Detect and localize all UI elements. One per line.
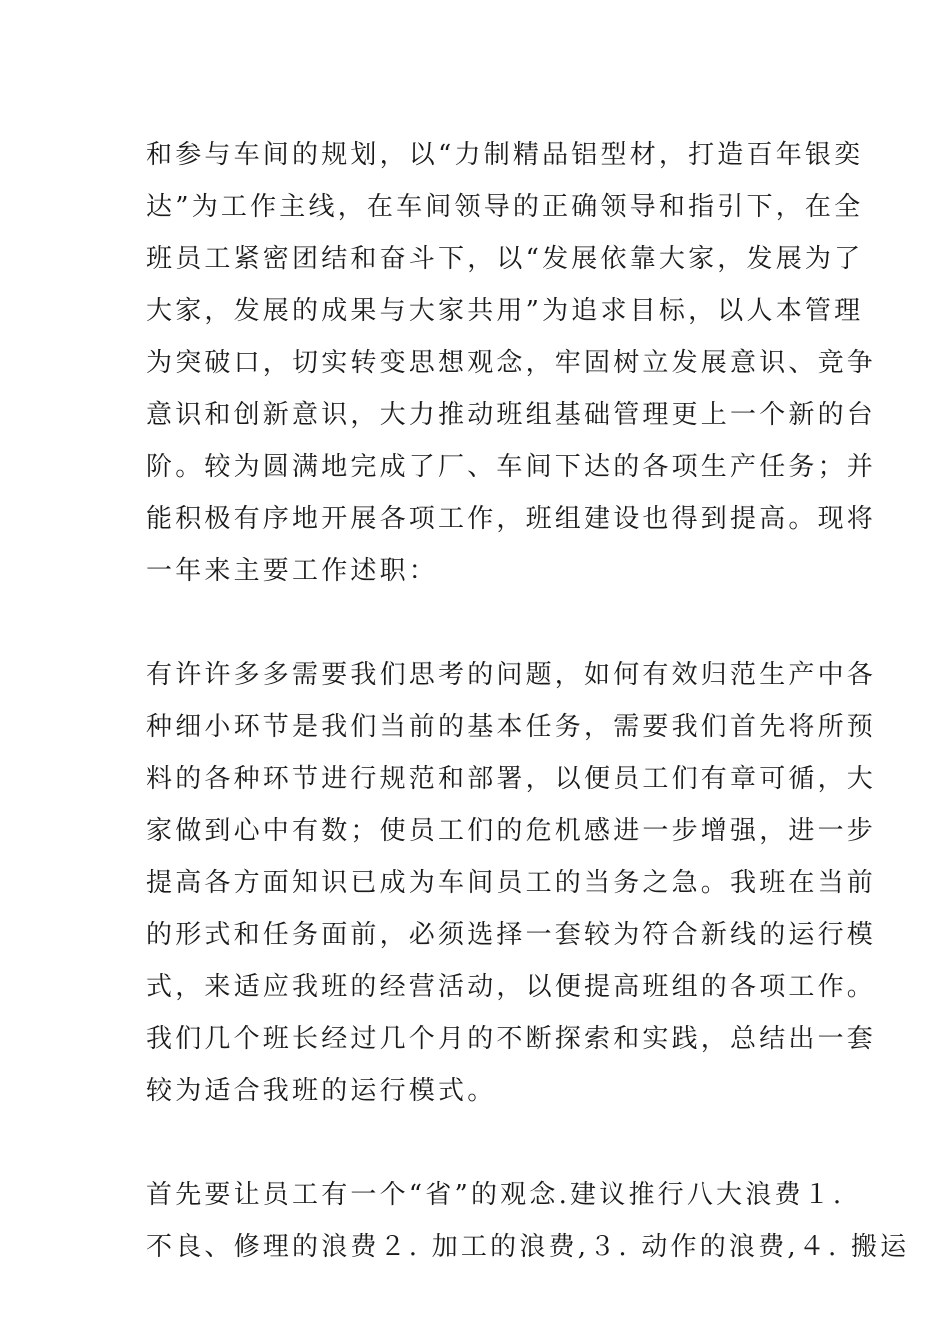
paragraph-3 — [146, 1169, 910, 1273]
text-line: 不良、修理的浪费２. 加工的浪费,３. 动作的浪费,４. 搬运 — [146, 1232, 910, 1262]
text-line: 班员工紧密团结和奋斗下，以“发展依靠大家，发展为了 — [146, 244, 864, 274]
document-body — [146, 129, 910, 1273]
text-line: 种细小环节是我们当前的基本任务，需要我们首先将所预 — [146, 712, 877, 742]
text-line: 式，来适应我班的经营活动，以便提高班组的各项工作。 — [146, 972, 877, 1002]
text-line: 大家，发展的成果与大家共用”为追求目标，以人本管理 — [146, 296, 864, 326]
text-line: 的形式和任务面前，必须选择一套较为符合新线的运行模 — [146, 920, 877, 950]
text-line: 家做到心中有数；使员工们的危机感进一步增强，进一步 — [146, 816, 877, 846]
text-line: 提高各方面知识已成为车间员工的当务之急。我班在当前 — [146, 868, 877, 898]
paragraph-spacer — [146, 597, 814, 649]
paragraph-1 — [146, 129, 877, 597]
text-line: 阶。较为圆满地完成了厂、车间下达的各项生产任务；并 — [146, 452, 877, 482]
text-line: 一年来主要工作述职： — [146, 556, 439, 586]
text-line: 料的各种环节进行规范和部署，以便员工们有章可循，大 — [146, 764, 877, 794]
text-line: 较为适合我班的运行模式。 — [146, 1076, 497, 1106]
paragraph-spacer — [146, 1117, 814, 1169]
text-line: 为突破口，切实转变思想观念，牢固树立发展意识、竞争 — [146, 348, 877, 378]
text-line: 能积极有序地开展各项工作，班组建设也得到提高。现将 — [146, 504, 877, 534]
text-line: 首先要让员工有一个“省”的观念.建议推行八大浪费１. — [146, 1180, 845, 1210]
paragraph-2 — [146, 649, 877, 1117]
text-line: 意识和创新意识，大力推动班组基础管理更上一个新的台 — [146, 400, 877, 430]
text-line: 达”为工作主线，在车间领导的正确领导和指引下，在全 — [146, 192, 864, 222]
text-line: 有许许多多需要我们思考的问题，如何有效归范生产中各 — [146, 660, 877, 690]
text-line: 我们几个班长经过几个月的不断探索和实践，总结出一套 — [146, 1024, 877, 1054]
text-line: 和参与车间的规划，以“力制精品铝型材，打造百年银奕 — [146, 140, 864, 170]
